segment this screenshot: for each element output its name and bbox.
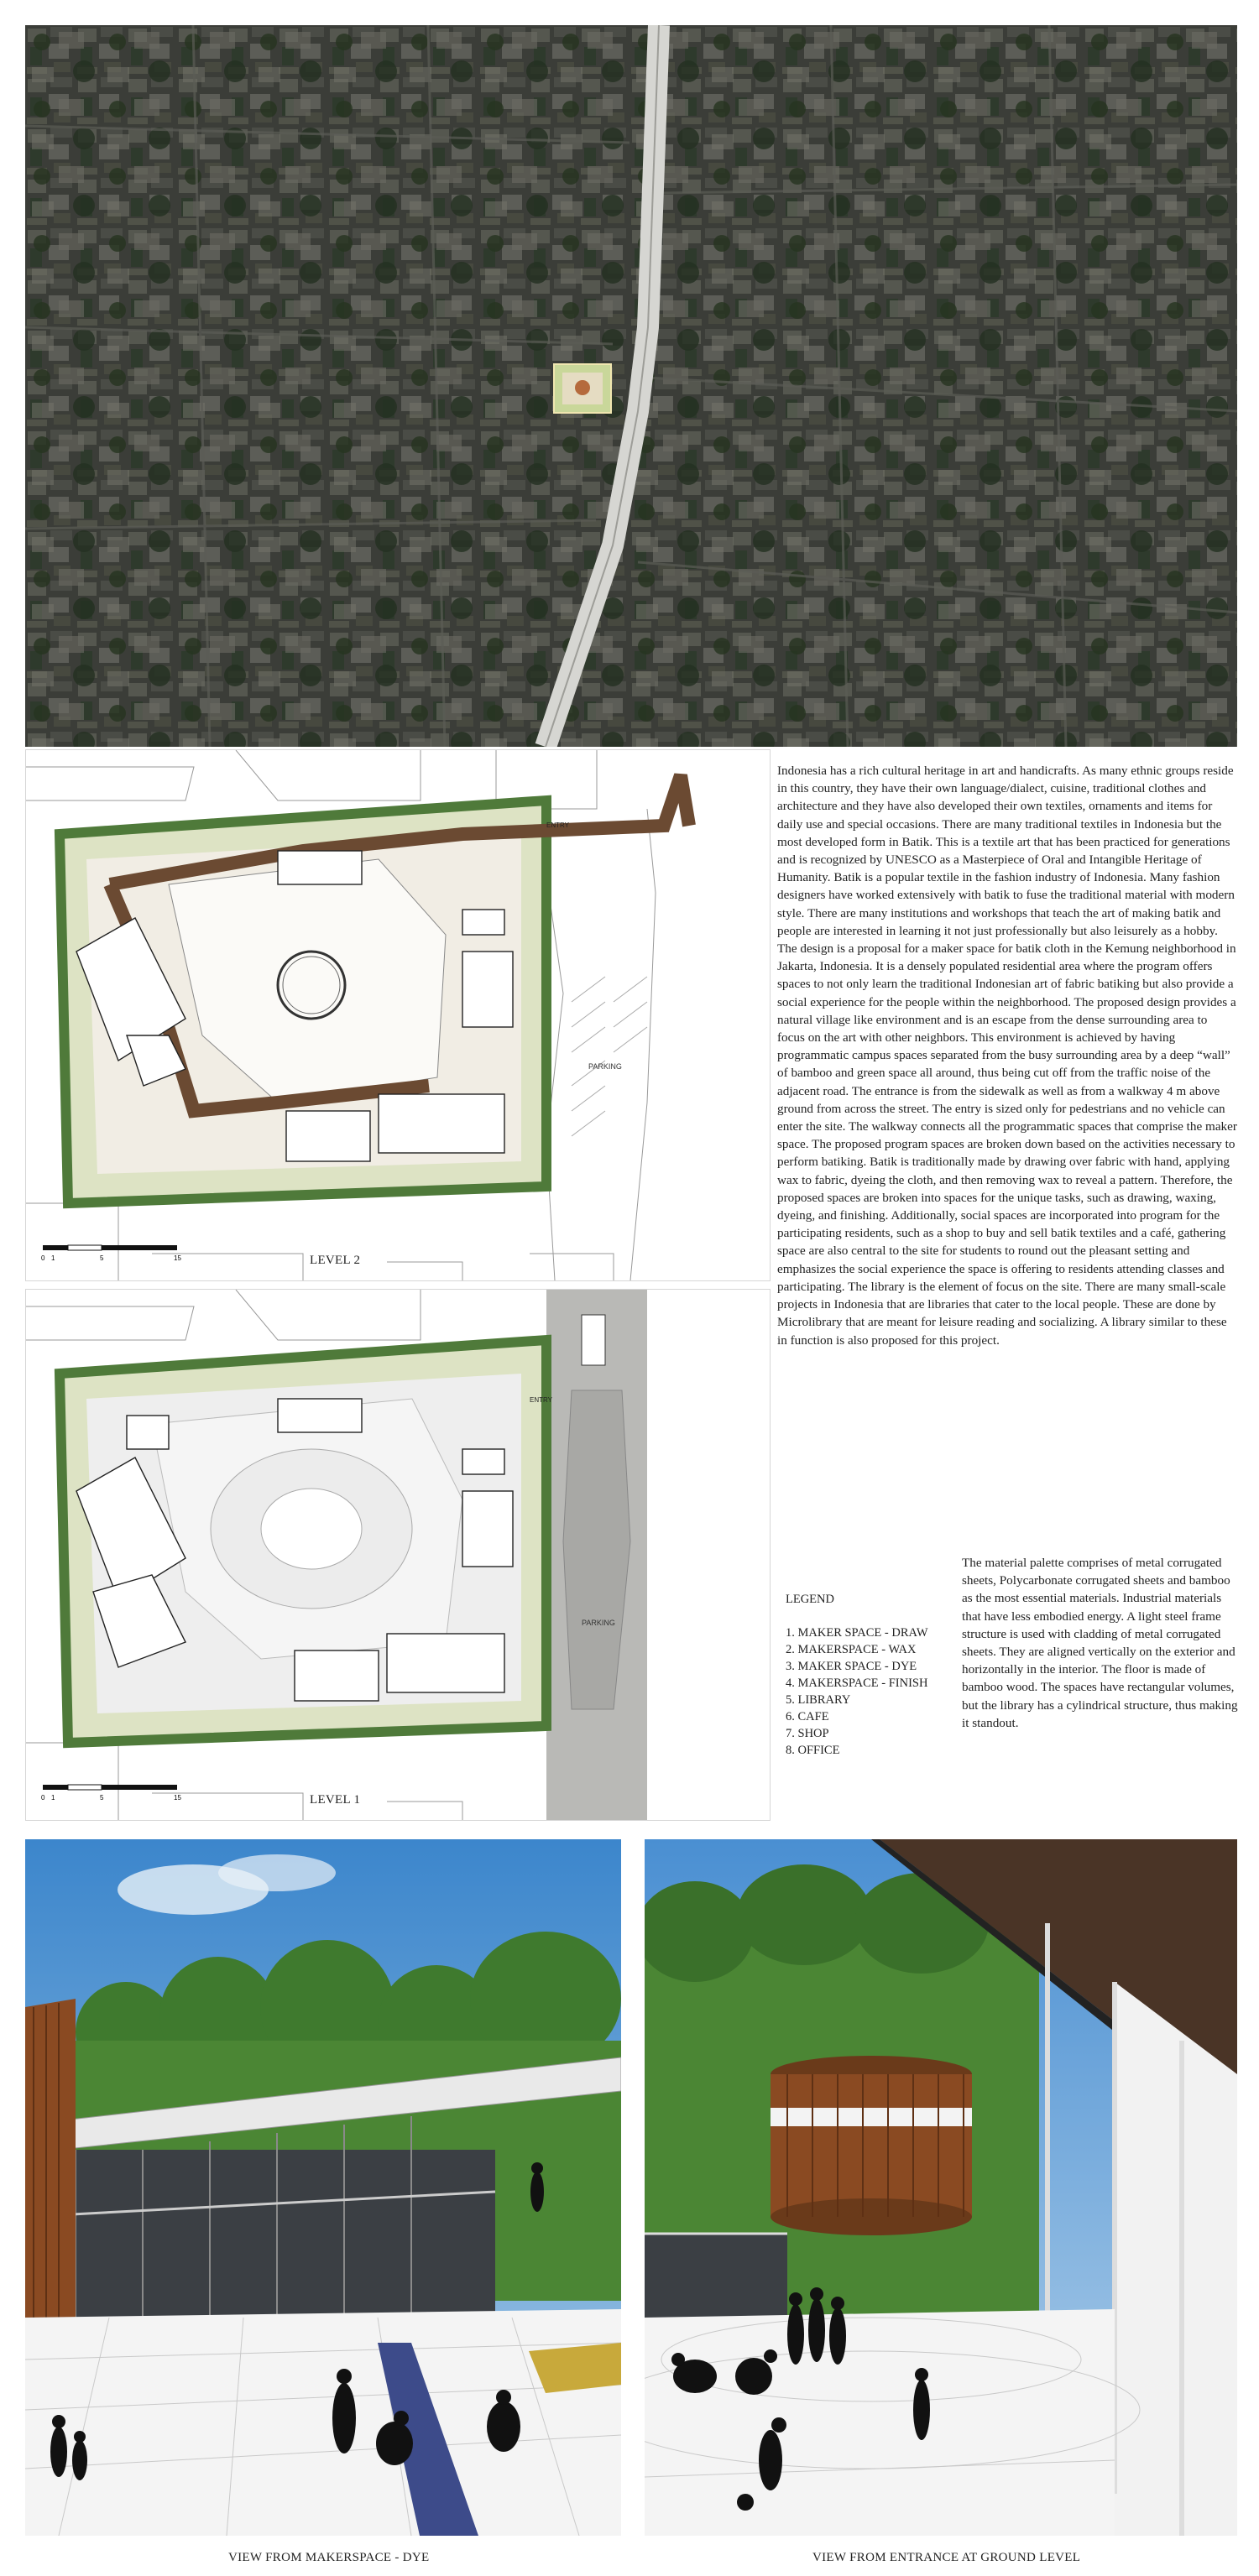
parking-label: PARKING: [582, 1619, 615, 1627]
scale-1: 1: [51, 1254, 55, 1262]
parking-label: PARKING: [588, 1062, 622, 1071]
render-2-image: [645, 1839, 1237, 2536]
render-2-caption: VIEW FROM ENTRANCE AT GROUND LEVEL: [812, 2551, 1081, 2564]
render-1-caption: VIEW FROM MAKERSPACE - DYE: [228, 2551, 430, 2564]
entry-label: ENTRY: [546, 821, 569, 829]
level-2-label: LEVEL 2: [310, 1254, 361, 1267]
scale-5: 5: [100, 1254, 104, 1262]
render-entrance: [645, 1839, 1237, 2536]
legend-item: 4. MAKERSPACE - FINISH: [786, 1676, 928, 1690]
scale-1: 1: [51, 1794, 55, 1802]
legend-item: 2. MAKERSPACE - WAX: [786, 1643, 917, 1656]
scale-15: 15: [174, 1794, 181, 1802]
legend-item: 5. LIBRARY: [786, 1693, 851, 1707]
legend: [786, 1591, 928, 1759]
level-2-plan: [25, 749, 771, 1281]
aerial-site-photo: [25, 25, 1237, 747]
legend-item: 1. MAKER SPACE - DRAW: [786, 1626, 928, 1640]
legend-title: LEGEND: [786, 1593, 834, 1606]
scale-0: 0: [41, 1254, 45, 1262]
scale-5: 5: [100, 1794, 104, 1802]
project-description: [777, 762, 1237, 1349]
scale-15: 15: [174, 1254, 181, 1262]
level-1-drawing: [26, 1290, 770, 1820]
render-makerspace-dye: [25, 1839, 621, 2536]
entry-label: ENTRY: [530, 1396, 552, 1404]
description-paragraph-2: The design is a proposal for a maker space for batik cloth in the Kemung neighborhood in Jakarta, Indonesia. It is a densely populated residential area where the program offers spaces to not only learn the traditional Indonesian art of fabric batiking but also provide a social experience for the people within the neighborhood. The proposed design provides a natural village like environment and is an escape from the dense surrounding area to focus on the art with other neighbors. This environment is achieved by having programmatic campus spaces separated from the busy surrounding area by a deep “wall” of bamboo and green space all around, thus being cut off from the traffic noise of the adjacent road. The entrance is from the sidewalk as well as from a walkway 4 m above ground from across the street. The entry is sized only for pedestrians and no vehicle can enter the site. The walkway connects all the programmatic spaces that comprise the maker space. The proposed program spaces are broken down based on the activities necessary to perform batiking. Batik is traditionally made by drawing over fabric with hand, applying wax to fabric, dyeing the cloth, and then removing wax to reveal a pattern. Therefore, the proposed spaces are broken into spaces for the unique tasks, such as drawing, waxing, dyeing, and finishing. Additionally, social spaces are incorporated into program for the participating residents, such as a shop to buy and sell batik textiles and a café, gathering space are also central to the site for students to round out the pleasant setting and emphasizes the social experience the space is offering to residents attending classes and participating. The library is the element of focus on the site. There are many small-scale projects in Indonesia that are libraries that cater to the local people. These are done by Microlibrary that are meant for leisure reading and socializing. A library similar to these in function is also proposed for this project.: [777, 941, 1237, 1348]
level-1-plan: [25, 1289, 771, 1821]
legend-item: 8. OFFICE: [786, 1744, 840, 1757]
legend-item: 6. CAFE: [786, 1710, 829, 1723]
level-1-label: LEVEL 1: [310, 1793, 361, 1807]
material-description: The material palette comprises of metal corrugated sheets, Polycarbonate corrugated sheets and bamboo as the most essential materials. Industrial materials that have less embodied energy. A light steel frame structure is used with cladding of metal corrugated sheets. They are aligned vertically on the exterior and horizontally in the interior. The floor is made of bamboo wood. The spaces have rectangular volumes, but the library has a cylindrical structure, thus making it standout.: [962, 1556, 1238, 1730]
legend-item: 7. SHOP: [786, 1727, 829, 1740]
level-2-drawing: [26, 750, 770, 1280]
aerial-map: [25, 25, 1237, 747]
render-1-image: [25, 1839, 621, 2536]
scale-0: 0: [41, 1794, 45, 1802]
description-paragraph-1: Indonesia has a rich cultural heritage in art and handicrafts. As many ethnic groups reside in this country, they have their own language/dialect, cuisine, traditional clothes and architecture and they have also developed their own textiles, ornaments and items for daily use and special occasions. There are many traditional textiles in Indonesia but the most developed form in Batik. This is a textile art that has been practiced for generations and is recognized by UNESCO as a Masterpiece of Oral and Intangible Heritage of Humanity. Batik is a popular textile in the fashion industry of Indonesia. Many fashion designers have worked extensively with batik to fuse the traditional material with modern style. There are many institutions and workshops that teach the art of making batik and people are interested in learning it not just professionally but also leisurely as a hobby.: [777, 764, 1235, 938]
legend-item: 3. MAKER SPACE - DYE: [786, 1660, 917, 1673]
